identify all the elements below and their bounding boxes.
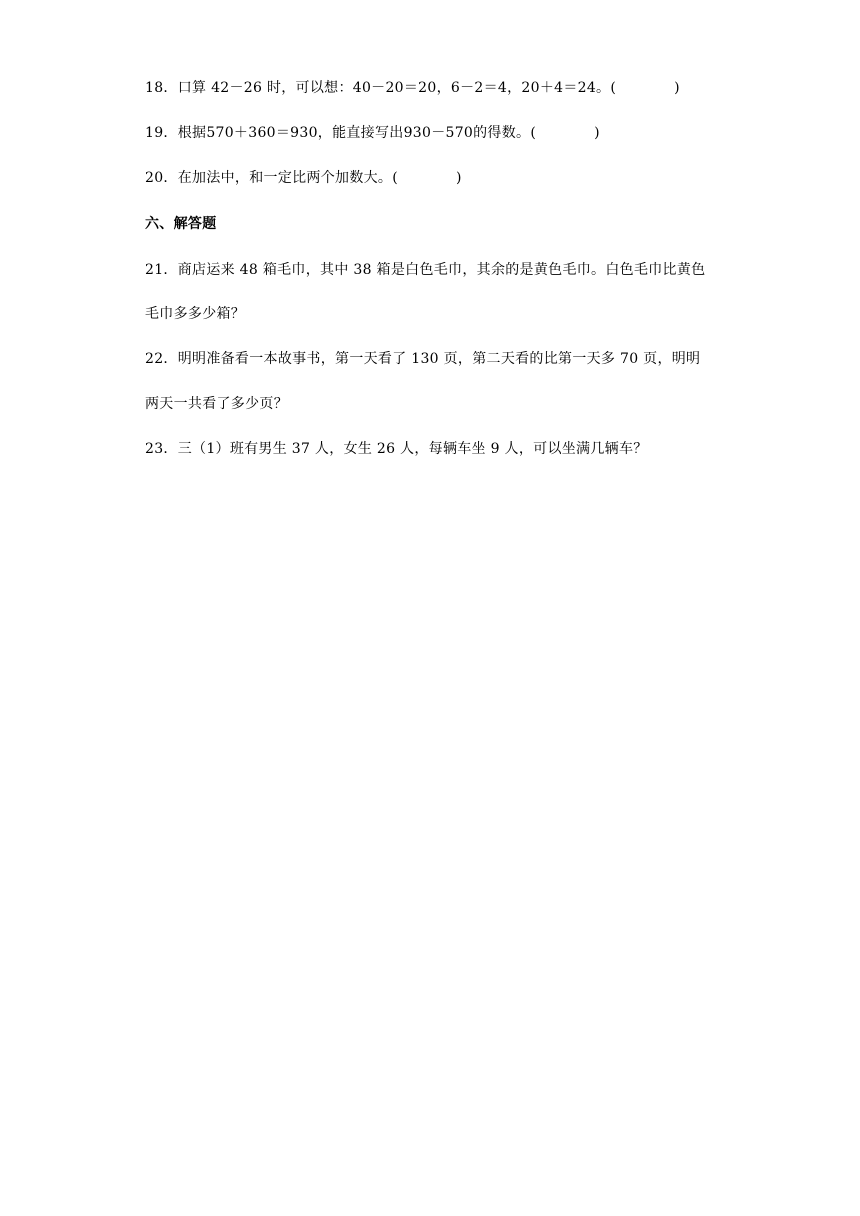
question-18-close: ) [674,80,680,96]
question-19-close: ) [594,125,600,141]
question-19 [145,123,600,143]
question-20 [145,168,462,188]
question-20-text: 20．在加法中，和一定比两个加数大。( [145,170,398,186]
question-20-close: ) [455,170,462,186]
question-18 [145,78,680,98]
question-19-text: 19．根据570＋360＝930，能直接写出930－570的得数。( [145,125,537,141]
problem-21-line-2: 毛巾多多少箱？ [145,306,246,322]
problem-22-line-2: 两天一共看了多少页？ [145,396,288,412]
section-heading: 六、解答题 [145,216,217,232]
problem-21-line-1: 21．商店运来 48 箱毛巾，其中 38 箱是白色毛巾，其余的是黄色毛巾。白色毛巾比黄色 [145,262,706,278]
problem-23: 23．三（1）班有男生 37 人，女生 26 人，每辆车坐 9 人，可以坐满几辆车？ [145,441,648,457]
problem-22-line-1: 22．明明准备看一本故事书，第一天看了 130 页，第二天看的比第一天多 70 页，明明 [145,351,701,367]
question-18-text: 18．口算 42－26 时，可以想：40－20＝20，6－2＝4，20＋4＝24。( [145,80,617,96]
